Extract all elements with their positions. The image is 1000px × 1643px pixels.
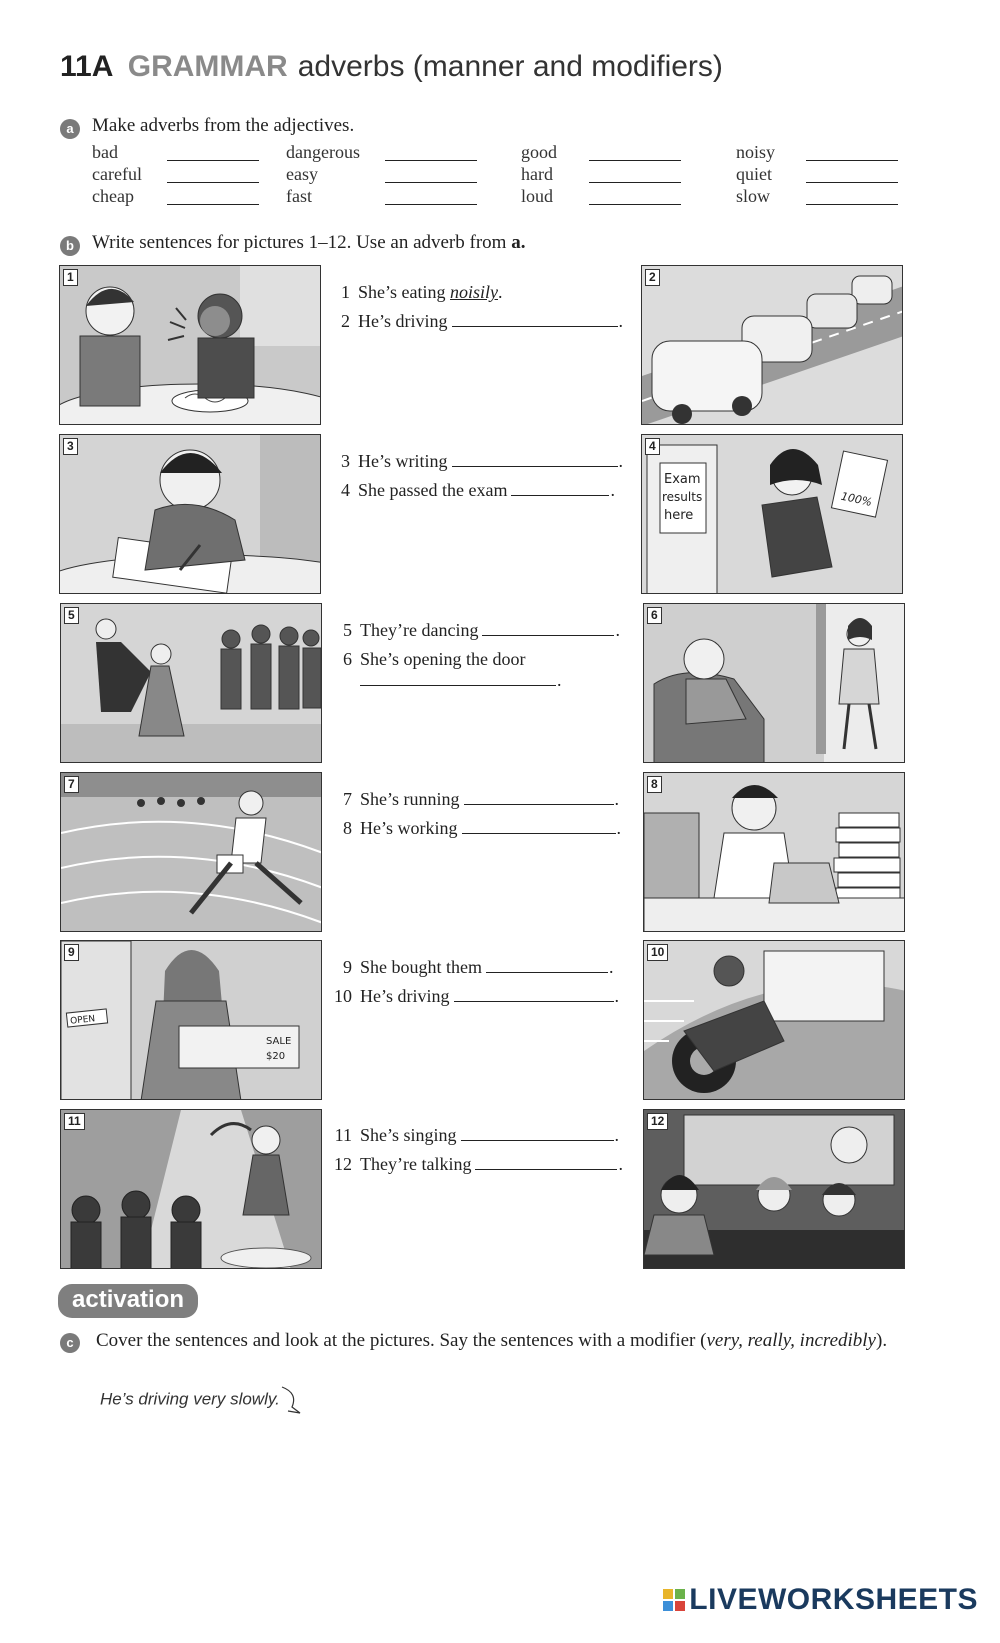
sentence-2: 2 He’s driving . (341, 311, 623, 331)
adjective: loud (521, 186, 554, 206)
sentence-3: 3 He’s writing . (341, 451, 623, 471)
picture-8: 8 (643, 772, 905, 932)
sentence-4: 4 She passed the exam . (341, 480, 615, 500)
svg-text:100%: 100% (839, 489, 874, 509)
exercise-a-instruction: Make adverbs from the adjectives. (92, 115, 355, 136)
svg-text:Exam: Exam (664, 472, 701, 487)
answer-blank[interactable] (464, 790, 614, 805)
adjective: careful (92, 164, 142, 184)
sentence-11: 11 She’s singing . (334, 1125, 620, 1145)
answer-blank[interactable] (454, 987, 614, 1002)
adjective: good (521, 142, 557, 162)
answer-blank[interactable] (462, 819, 616, 834)
picture-12: 12 (643, 1109, 905, 1269)
answer-blank[interactable] (385, 182, 477, 183)
sentence-6: 6 She’s opening the door (343, 649, 526, 669)
picture-9: 9 OPEN SALE $20 (60, 940, 322, 1100)
exercise-b-instruction: Write sentences for pictures 1–12. Use an adverb from a. (92, 232, 526, 253)
adjective: noisy (736, 142, 776, 162)
answer-blank[interactable] (360, 671, 556, 686)
sentence-5: 5 They’re dancing . (343, 620, 620, 640)
answer-blank[interactable] (806, 160, 898, 161)
svg-text:results: results (662, 490, 703, 504)
page-title (60, 50, 723, 84)
sentence-1: 1 She’s eating noisily . (341, 282, 503, 302)
answer-blank[interactable] (511, 481, 609, 496)
svg-text:OPEN: OPEN (69, 1014, 96, 1027)
example-answer: noisily (450, 282, 498, 302)
answer-blank[interactable] (482, 621, 614, 636)
sentence-8: 8 He’s working . (343, 818, 621, 838)
picture-4: 4 Exam results here 100% (641, 434, 903, 594)
answer-blank[interactable] (167, 160, 259, 161)
adjective: slow (736, 186, 771, 206)
example-speech: He’s driving very slowly. (100, 1385, 302, 1415)
picture-7: 7 (60, 772, 322, 932)
sentence-9: 9 She bought them . (343, 957, 614, 977)
picture-6: 6 (643, 603, 905, 763)
cinema-illustration (644, 1110, 905, 1269)
eating-illustration (60, 266, 321, 425)
exercise-c-instruction: Cover the sentences and look at the pictures. Say the sentences with a modifier (very, really, incredibly). (96, 1330, 888, 1351)
shopping-illustration (61, 941, 322, 1100)
picture-1: 1 (59, 265, 321, 425)
adjective: bad (92, 142, 118, 162)
picture-11: 11 (60, 1109, 322, 1269)
sentence-10: 10 He’s driving . (334, 986, 619, 1006)
sentence-7: 7 She’s running . (343, 789, 620, 809)
adjective: hard (521, 164, 553, 184)
answer-blank[interactable] (452, 312, 618, 327)
dancing-illustration (61, 604, 322, 763)
answer-blank[interactable] (589, 182, 681, 183)
section-label: GRAMMAR (127, 50, 288, 83)
picture-5: 5 (60, 603, 322, 763)
answer-blank[interactable] (589, 204, 681, 205)
answer-blank[interactable] (167, 204, 259, 205)
singing-illustration (61, 1110, 322, 1269)
activation-label: activation (58, 1284, 198, 1318)
svg-text:$20: $20 (266, 1051, 286, 1062)
motorbike-illustration (644, 941, 905, 1100)
answer-blank[interactable] (167, 182, 259, 183)
answer-blank[interactable] (486, 958, 608, 973)
adjective: easy (286, 164, 318, 184)
exercise-a-badge: a (60, 119, 80, 139)
picture-2: 2 (641, 265, 903, 425)
adjective: dangerous (286, 142, 360, 162)
running-illustration (61, 773, 322, 932)
liveworksheets-logo: LIVEWORKSHEETS (663, 1583, 978, 1617)
svg-text:here: here (664, 508, 694, 523)
answer-blank[interactable] (806, 204, 898, 205)
exercise-b-badge: b (60, 236, 80, 256)
adjective: cheap (92, 186, 134, 206)
unit-number: 11A (60, 50, 114, 83)
traffic-illustration (642, 266, 903, 425)
adjective: quiet (736, 164, 772, 184)
answer-blank[interactable] (589, 160, 681, 161)
logo-icon (663, 1589, 685, 1611)
sentence-6-continuation: . (360, 670, 562, 691)
exam-results-illustration (642, 435, 903, 594)
door-illustration (644, 604, 905, 763)
speech-bubble-icon (280, 1385, 302, 1415)
answer-blank[interactable] (452, 452, 618, 467)
answer-blank[interactable] (385, 204, 477, 205)
topic-label: adverbs (manner and modifiers) (297, 50, 723, 83)
answer-blank[interactable] (806, 182, 898, 183)
adjective: fast (286, 186, 312, 206)
exercise-c-badge: c (60, 1333, 80, 1353)
svg-text:SALE: SALE (266, 1036, 292, 1047)
picture-3: 3 (59, 434, 321, 594)
answer-blank[interactable] (385, 160, 477, 161)
answer-blank[interactable] (475, 1155, 617, 1170)
answer-blank[interactable] (461, 1126, 614, 1141)
picture-10: 10 (643, 940, 905, 1100)
sentence-12: 12 They’re talking . (334, 1154, 623, 1174)
office-work-illustration (644, 773, 905, 932)
writing-illustration (60, 435, 321, 594)
